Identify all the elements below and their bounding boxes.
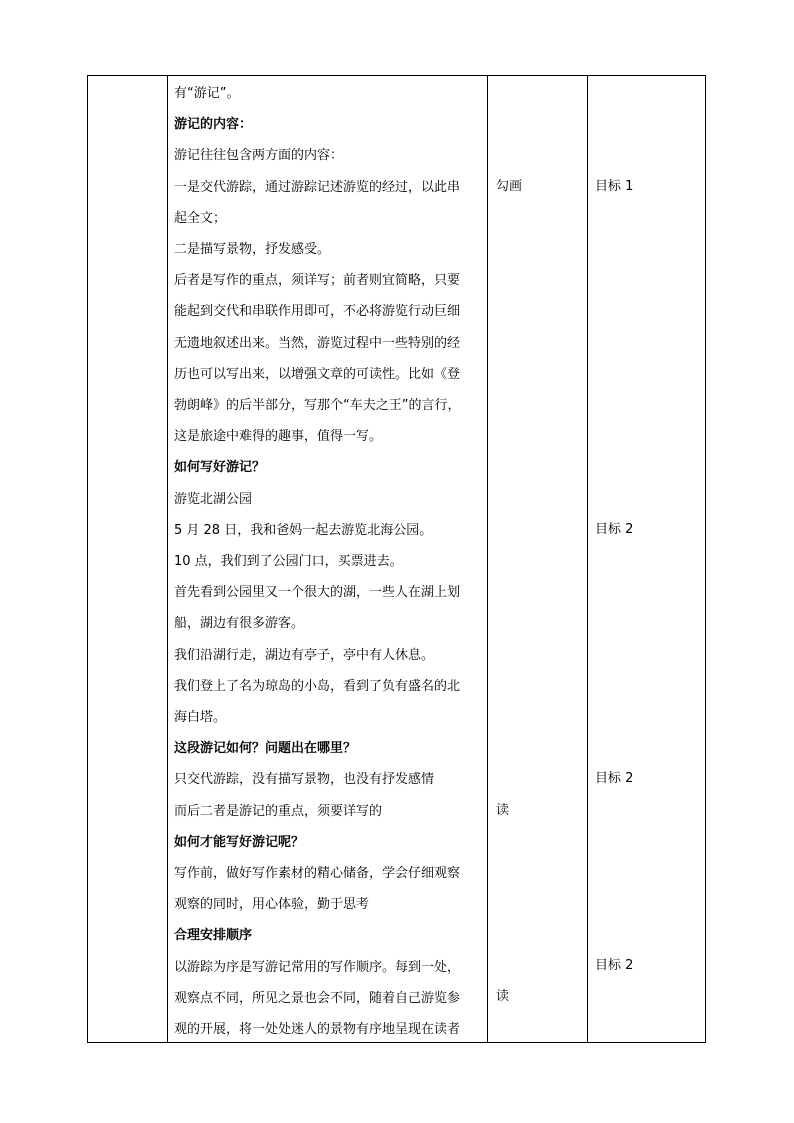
lesson-table xyxy=(87,75,706,1043)
text-line: 观察的同时，用心体验，勤于思考 xyxy=(174,897,370,913)
goal-label: 目标 1 xyxy=(595,179,634,194)
text-line: 后者是写作的重点，须详写；前者则宜简略，只要 xyxy=(174,273,461,289)
text-line: 勃朗峰》的后半部分，写那个“车夫之王”的言行， xyxy=(174,398,461,413)
goal-label: 目标 2 xyxy=(595,522,634,537)
text-line: 历也可以写出来，以增强文章的可读性。比如《登 xyxy=(174,366,461,382)
text-line: 写作前，做好写作素材的精心储备，学会仔细观察 xyxy=(174,866,461,881)
text-line: 10 点，我们到了公园门口，买票进去。 xyxy=(174,554,403,569)
text-line: 我们沿湖行走，湖边有亭子，亭中有人休息。 xyxy=(174,647,435,663)
goal-label: 目标 2 xyxy=(595,771,634,786)
section-heading: 游记的内容： xyxy=(174,117,253,133)
text-line: 而后二者是游记的重点，须要详写的 xyxy=(174,803,383,819)
column-divider-1 xyxy=(167,76,168,1042)
text-line: 游记往往包含两方面的内容： xyxy=(174,148,344,164)
column-divider-3 xyxy=(587,76,588,1042)
goal-label: 目标 2 xyxy=(595,958,634,973)
text-line: 观察点不同，所见之景也会不同，随着自己游览参 xyxy=(174,990,461,1006)
text-line: 只交代游踪，没有描写景物，也没有抒发感情 xyxy=(174,772,435,788)
activity-label: 读 xyxy=(496,803,510,818)
section-heading: 如何写好游记？ xyxy=(174,460,266,476)
text-line: 游览北湖公园 xyxy=(174,491,253,507)
text-line: 一是交代游踪，通过游踪记述游览的经过，以此串 xyxy=(174,179,461,195)
text-line: 我们登上了名为琼岛的小岛，看到了负有盛名的北 xyxy=(174,678,461,694)
text-line: 以游踪为序是写游记常用的写作顺序。每到一处， xyxy=(174,959,461,975)
text-line: 5 月 28 日，我和爸妈一起去游览北海公园。 xyxy=(174,522,433,538)
section-heading: 如何才能写好游记呢？ xyxy=(174,834,305,850)
text-line: 观的开展，将一处处迷人的景物有序地呈现在读者 xyxy=(174,1022,461,1037)
text-line: 起全文； xyxy=(174,210,227,226)
text-line: 船，湖边有很多游客。 xyxy=(174,616,305,632)
text-line: 海白塔。 xyxy=(174,710,227,725)
section-heading: 合理安排顺序 xyxy=(174,928,253,944)
text-line: 首先看到公园里又一个很大的湖，一些人在湖上划 xyxy=(174,585,461,601)
text-line: 无遗地叙述出来。当然，游览过程中一些特别的经 xyxy=(174,335,461,351)
activity-label: 勾画 xyxy=(496,179,523,194)
text-line: 这是旅途中难得的趣事，值得一写。 xyxy=(174,429,383,445)
column-divider-2 xyxy=(487,76,488,1042)
text-line: 有“游记”。 xyxy=(174,86,240,101)
activity-label: 读 xyxy=(496,989,510,1004)
section-heading: 这段游记如何？问题出在哪里？ xyxy=(174,741,357,757)
text-line: 二是描写景物，抒发感受。 xyxy=(174,242,331,257)
text-line: 能起到交代和串联作用即可，不必将游览行动巨细 xyxy=(174,304,461,320)
